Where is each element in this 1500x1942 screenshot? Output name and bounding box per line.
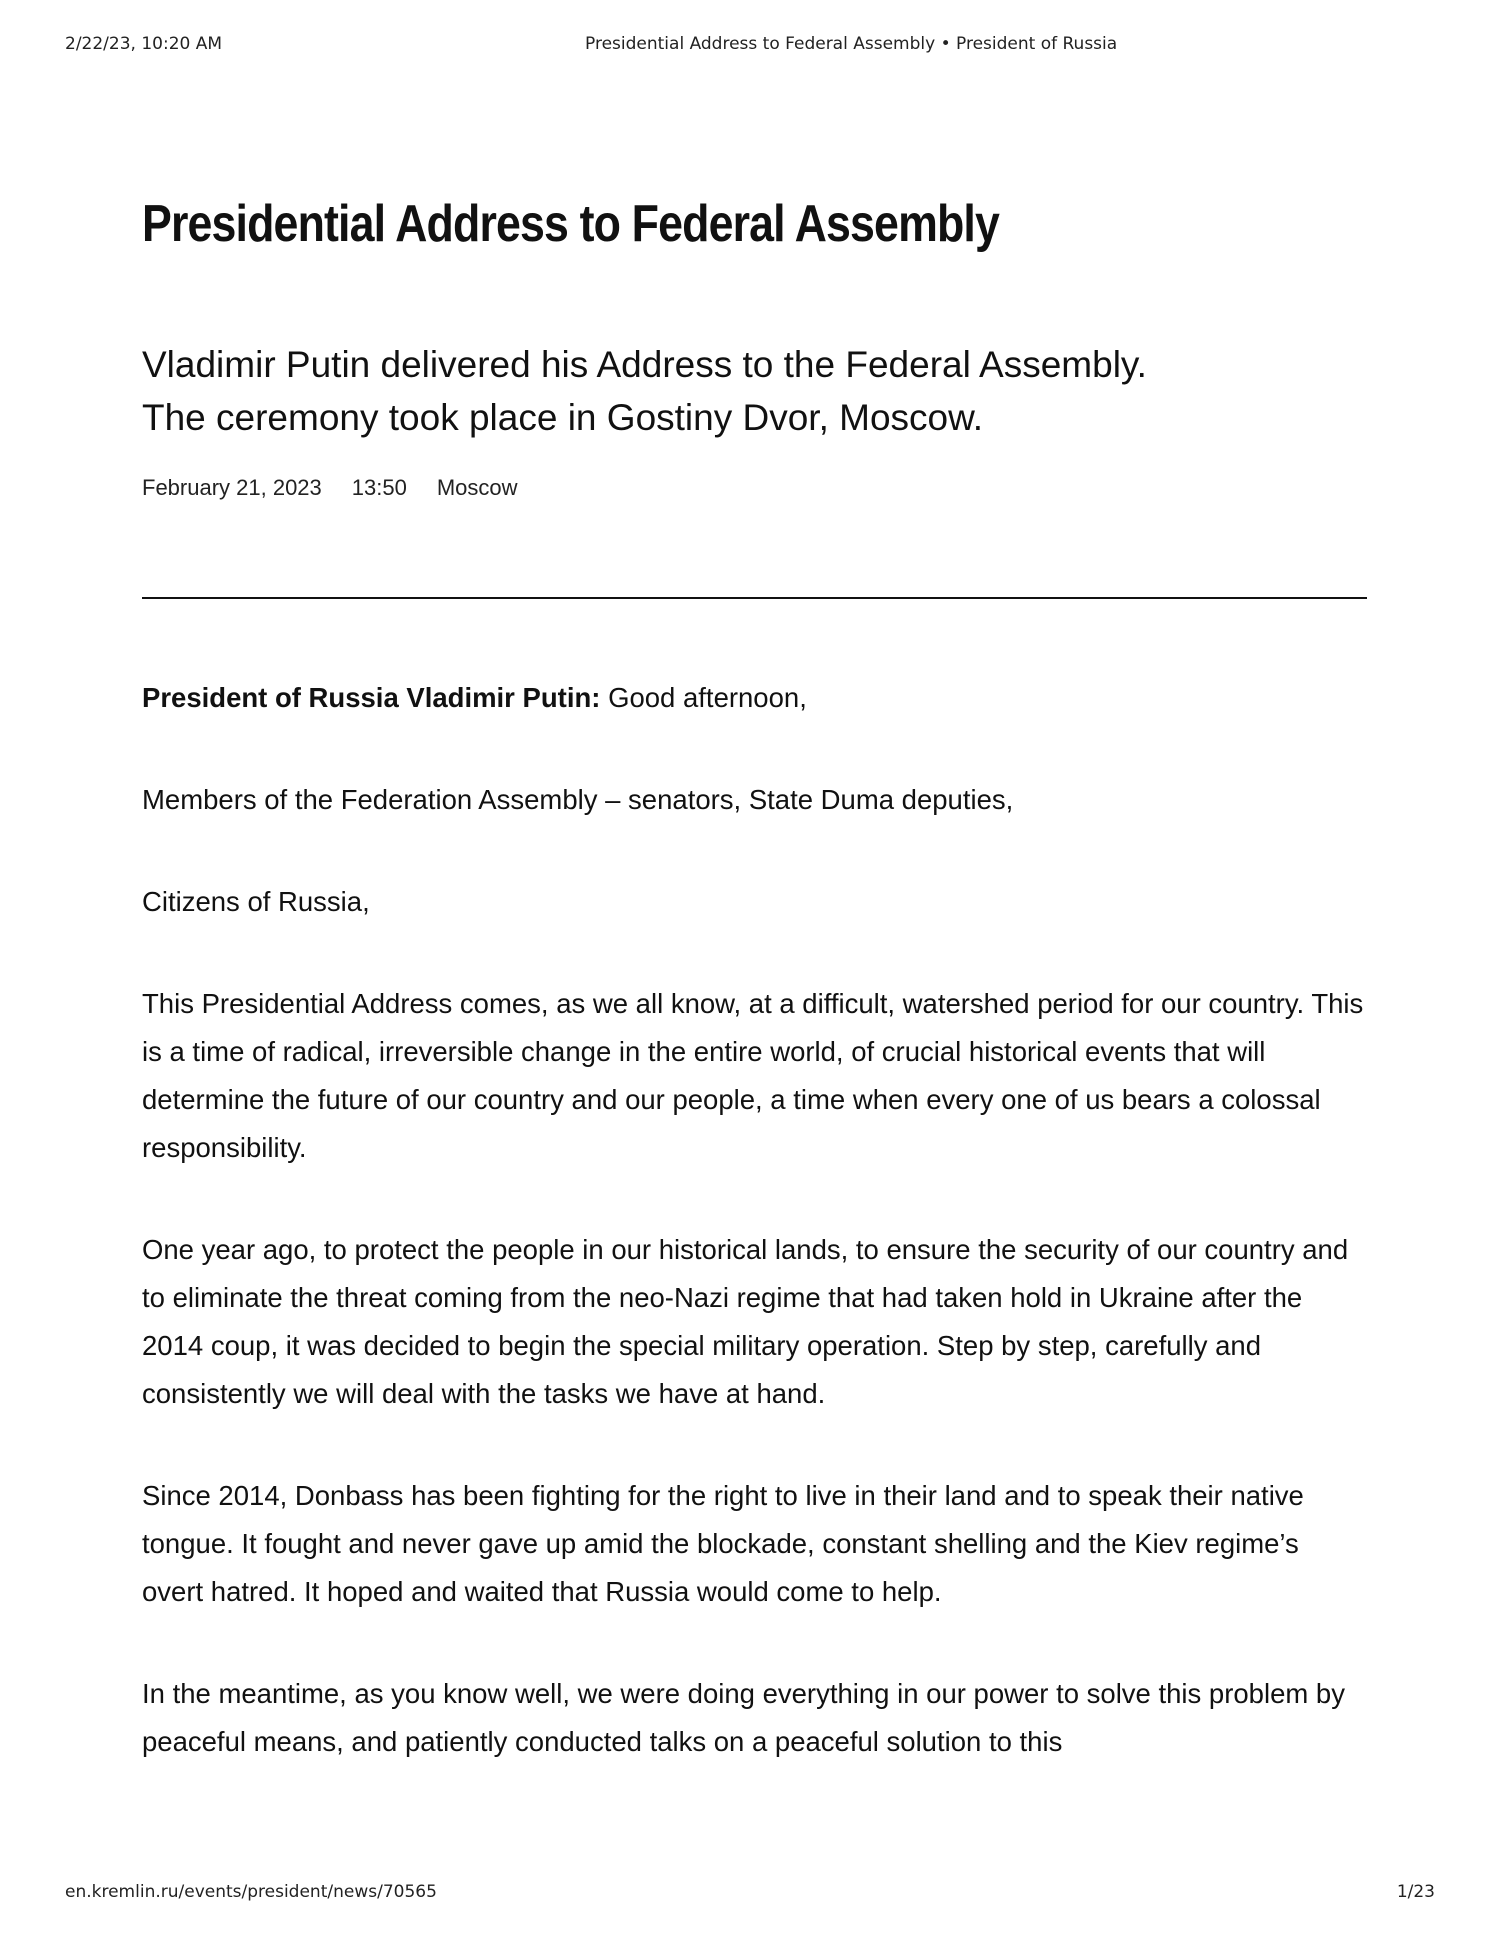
lead-line: Vladimir Putin delivered his Address to the Federal Assembly. bbox=[142, 344, 1147, 385]
article-body bbox=[142, 674, 1367, 1766]
article-meta bbox=[142, 473, 1367, 503]
article-time: 13:50 bbox=[351, 475, 407, 500]
paragraph: In the meantime, as you know well, we were doing everything in our power to solve this problem by peaceful means, and patiently conducted talks on a peaceful solution to this bbox=[142, 1678, 1345, 1757]
article-location: Moscow bbox=[436, 475, 518, 500]
paragraph: Since 2014, Donbass has been fighting for the right to live in their land and to speak their native tongue. It fought and never gave up amid the blockade, constant shelling and the Kiev regime’s overt hatred. It hoped and waited that Russia would come to help. bbox=[142, 1480, 1304, 1607]
print-page-title: Presidential Address to Federal Assembly • President of Russia bbox=[585, 34, 1118, 54]
page-title: Presidential Address to Federal Assembly bbox=[142, 195, 1000, 253]
page-number: 1/23 bbox=[1396, 1882, 1435, 1902]
article-lead bbox=[142, 338, 1367, 444]
print-header bbox=[65, 34, 1435, 58]
paragraph bbox=[142, 674, 1367, 722]
article-date: February 21, 2023 bbox=[142, 475, 322, 500]
article bbox=[142, 190, 1367, 1820]
paragraph: One year ago, to protect the people in our historical lands, to ensure the security of our country and to eliminate the threat coming from the neo-Nazi regime that had taken hold in Ukraine after the 2014 coup, it was decided to begin the special military operation. Step by step, carefully and consistently we will deal with the tasks we have at hand. bbox=[142, 1234, 1349, 1409]
paragraph: Citizens of Russia, bbox=[142, 886, 370, 917]
print-footer bbox=[65, 1882, 1435, 1906]
lead-line: The ceremony took place in Gostiny Dvor, Moscow. bbox=[142, 397, 984, 438]
print-datetime: 2/22/23, 10:20 AM bbox=[65, 34, 223, 54]
paragraph: This Presidential Address comes, as we all know, at a difficult, watershed period for our country. This is a time of radical, irreversible change in the entire world, of crucial historical events that will determine the future of our country and our people, a time when every one of us bears a colossal responsibility. bbox=[142, 988, 1364, 1163]
page-url[interactable]: en.kremlin.ru/events/president/news/70565 bbox=[65, 1882, 437, 1902]
speaker-text: Good afternoon, bbox=[600, 682, 807, 713]
paragraph: Members of the Federation Assembly – senators, State Duma deputies, bbox=[142, 784, 1014, 815]
speaker-name: President of Russia Vladimir Putin: bbox=[142, 682, 601, 713]
divider bbox=[142, 597, 1367, 599]
